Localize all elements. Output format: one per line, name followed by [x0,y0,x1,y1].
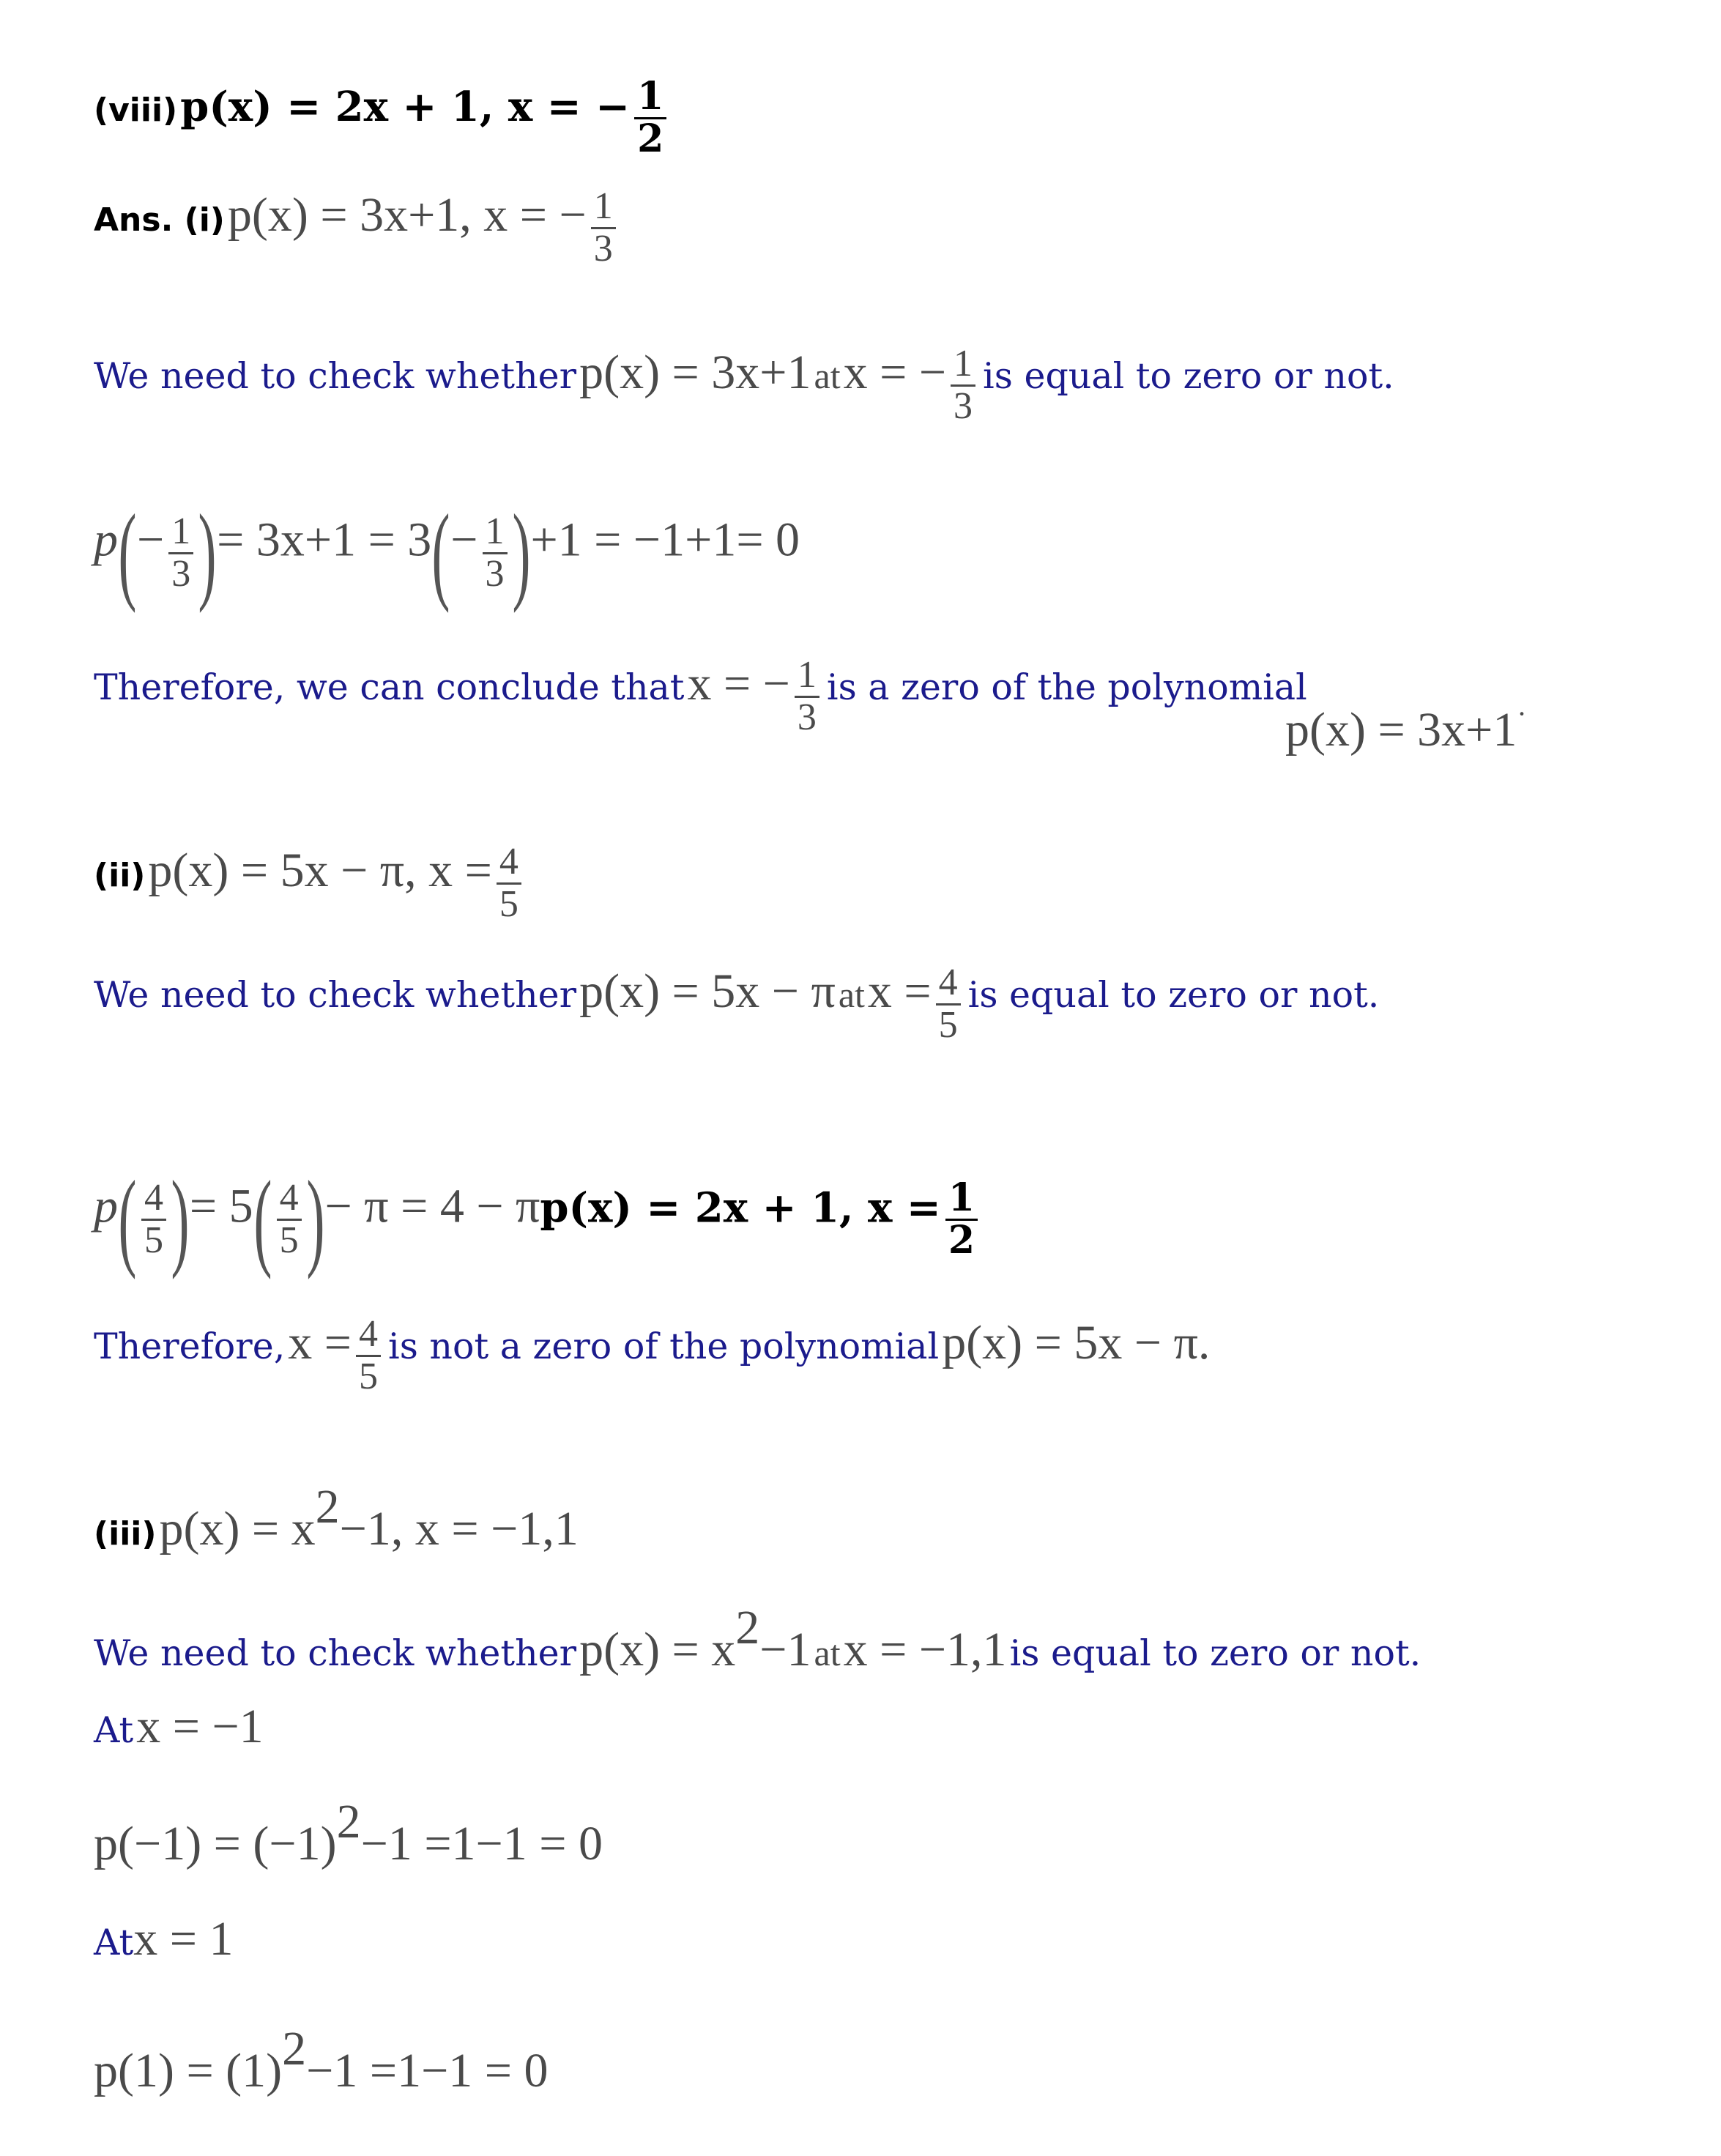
right-paren: ) [306,1159,325,1280]
calculation-expression-end: −1 =1−1 = 0 [306,2044,549,2097]
check-text: We need to check whether [94,1632,577,1674]
p-symbol: p [94,1179,118,1233]
fraction-denominator: 3 [168,552,193,595]
fraction-numerator: 1 [797,654,817,696]
answer-expression: p(x) = 3x+1, x = − [227,187,587,242]
calculation-expression: p(1) = (1) [94,2044,283,2097]
check-expression: p(x) = x [579,1623,736,1676]
at-x-1 [94,1912,234,1966]
conclusion-text: Therefore, [94,1325,286,1367]
fraction-denominator: 5 [497,882,521,925]
left-paren: ( [118,1159,137,1280]
fraction-numerator: 4 [359,1313,379,1355]
fraction [141,1178,166,1260]
calculation-1 [94,2022,549,2097]
at-x-expression: x = −1 [136,1700,264,1753]
minus-sign: − [136,513,165,567]
calculation-ii [94,1159,982,1280]
conclusion-text-end: is not a zero of the polynomial [388,1325,940,1367]
dot: · [1517,697,1527,730]
question-expression: p(x) = x [159,1502,316,1555]
check-text-end: is equal to zero or not. [967,973,1380,1016]
fraction-denominator: 3 [795,696,819,738]
conclusion-i-polynomial [1285,697,1527,757]
question-label: (viii) [94,91,178,129]
question-expression: p(x) = 2x + 1, x = − [180,82,631,131]
at-word: at [814,1632,841,1673]
fraction-numerator: 4 [499,841,518,882]
fraction-numerator: 1 [954,343,973,384]
calculation-end: +1 = −1+1= 0 [530,513,800,567]
exponent: 2 [735,1601,760,1654]
check-i-line [94,344,1394,426]
calculation-expression-end: −1 =1−1 = 0 [360,1817,603,1870]
right-paren: ) [198,492,217,614]
check-x-value: x = −1,1 [843,1623,1007,1676]
check-text: We need to check whether [94,973,577,1016]
minus-sign: − [450,513,478,567]
conclusion-i [94,655,1307,737]
check-text-end: is equal to zero or not. [983,354,1394,397]
exponent: 2 [315,1480,340,1534]
fraction-denominator: 5 [936,1003,961,1046]
fraction [795,655,819,737]
calculation-neg1 [94,1795,603,1870]
conclusion-text-end: is a zero of the polynomial [826,666,1307,708]
left-paren: ( [253,1159,272,1280]
fraction-denominator: 2 [945,1219,978,1261]
fraction-denominator: 5 [356,1355,381,1397]
fraction-denominator: 3 [591,227,616,270]
question-label: (iii) [94,1515,157,1553]
check-iii-line [94,1601,1421,1676]
check-x-value: x = − [843,345,947,399]
fraction [483,512,508,594]
check-text: We need to check whether [94,354,577,397]
calculation-expression: p(−1) = (−1) [94,1817,337,1870]
fraction-numerator: 1 [171,510,191,552]
check-expression: p(x) = 3x+1 [579,345,811,399]
fraction-numerator: 1 [485,510,505,552]
at-word: at [838,973,865,1015]
left-paren: ( [431,492,450,614]
question-expression-end: −1, x = −1,1 [339,1502,579,1555]
fraction [945,1175,978,1263]
calculation-end: − π = 4 − π [324,1179,540,1233]
p-symbol: p [94,513,118,567]
fraction-numerator: 1 [948,1175,975,1220]
fraction [497,842,521,924]
exponent: 2 [336,1795,361,1848]
calculation-middle: = 5 [189,1179,253,1233]
conclusion-ii [94,1315,1210,1397]
question-label: (ii) [94,856,146,894]
right-paren: ) [511,492,530,614]
question-ii [94,842,526,924]
fraction-denominator: 5 [141,1219,166,1261]
at-x-expression: x = 1 [133,1912,234,1966]
fraction-numerator: 4 [279,1176,299,1219]
fraction-numerator: 1 [593,185,613,227]
question-expression: p(x) = 5x − π, x = [148,843,492,897]
calculation-i [94,492,800,614]
answer-label: Ans. (i) [94,201,225,239]
conclusion-x-value: x = [288,1315,352,1369]
fraction [951,344,975,426]
answer-i-heading [94,187,620,269]
question-viii [94,74,671,161]
fraction-denominator: 3 [951,384,975,427]
left-paren: ( [118,492,137,614]
fraction [356,1315,381,1397]
fraction-numerator: 1 [637,74,664,119]
at-word: at [814,354,841,396]
fraction [591,187,616,269]
at-label: At [94,1922,134,1963]
fraction-numerator: 4 [144,1176,163,1219]
check-expression-end: −1 [759,1623,811,1676]
conclusion-text: Therefore, we can conclude that [94,666,685,708]
calculation-middle: = 3x+1 = 3 [217,513,432,567]
question-iii [94,1480,579,1555]
bold-expression: p(x) = 2x + 1, x = [540,1183,941,1233]
polynomial-expression: p(x) = 3x+1 [1285,703,1517,757]
right-paren: ) [171,1159,190,1280]
at-x-neg1 [94,1700,264,1753]
fraction [634,74,666,161]
at-label: At [94,1709,134,1751]
check-ii-line [94,963,1379,1045]
check-text-end: is equal to zero or not. [1009,1632,1421,1674]
fraction-denominator: 2 [634,117,666,160]
fraction-denominator: 5 [277,1219,302,1261]
fraction-denominator: 3 [483,552,508,595]
check-x-value: x = [867,964,932,1018]
fraction [277,1178,302,1260]
polynomial-expression: p(x) = 5x − π [942,1315,1198,1369]
fraction [936,963,961,1045]
exponent: 2 [282,2022,307,2075]
check-expression: p(x) = 5x − π [579,964,836,1018]
fraction [168,512,193,594]
fraction-numerator: 4 [938,962,958,1003]
dot: . [1197,1315,1211,1369]
conclusion-x-value: x = − [687,656,790,710]
